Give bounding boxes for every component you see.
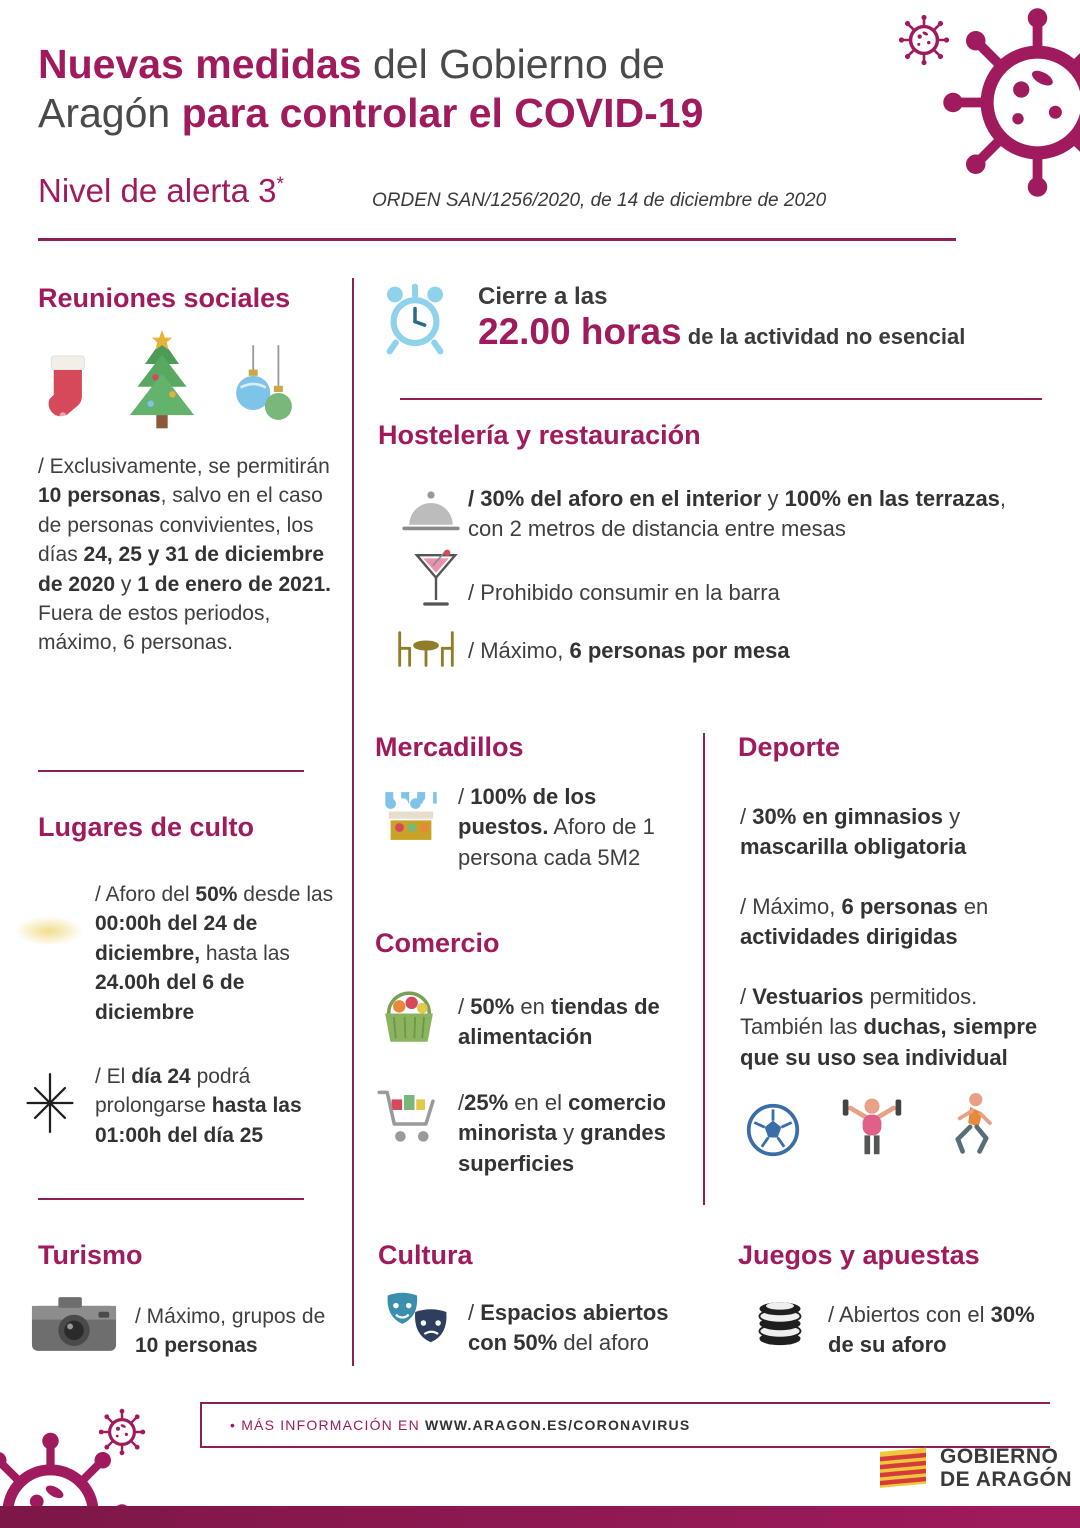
section-title-juegos: Juegos y apuestas [738, 1240, 980, 1270]
virus-small-icon [898, 14, 950, 66]
baubles-icon [228, 342, 300, 434]
gobierno-aragon-logo [878, 1446, 1072, 1492]
hosteleria-barra-text: / Prohibido consumir en la barra [468, 580, 780, 605]
divider [38, 770, 304, 772]
runner-icon [943, 1092, 1001, 1158]
turismo-text: / Máximo, grupos de 10 personas [135, 1305, 326, 1358]
closure-intro: Cierre a las [478, 283, 608, 310]
theater-masks-icon [380, 1290, 454, 1361]
logo-line-2: DE ARAGÓN [940, 1468, 1073, 1491]
cloche-icon [402, 488, 460, 539]
cultura-text: / Espacios abiertos con 50% del aforo [468, 1300, 669, 1356]
christmas-stocking-icon [38, 350, 96, 434]
camera-icon [30, 1292, 118, 1361]
virus-icon [940, 5, 1080, 200]
header-divider [38, 238, 956, 241]
hosteleria-mesa-text: / Máximo, 6 personas por mesa [468, 638, 790, 663]
shopping-cart-icon [374, 1084, 440, 1155]
title-line-2: Aragón para controlar el COVID-19 [38, 90, 704, 137]
page-title [38, 40, 898, 138]
christmas-tree-icon [118, 330, 206, 434]
section-title-turismo: Turismo [38, 1240, 143, 1270]
reuniones-text: / Exclusivamente, se permitirán 10 personas, salvo en el caso de personas convivientes, los días 24, 25 y 31 de diciembre de 2020 y 1 de enero de 2021. Fuera de estos periodos, máximo, 6 personas. [38, 455, 332, 655]
column-divider [703, 733, 705, 1205]
sport-icons-row [745, 1092, 1045, 1158]
christmas-icons-row [38, 330, 338, 434]
deporte-actividades-text: / Máximo, 6 personas en actividades dirigidas [740, 894, 989, 950]
closure-rest: de la actividad no esencial [681, 324, 966, 349]
order-reference: ORDEN SAN/1256/2020, de 14 de diciembre de 2020 [372, 190, 827, 211]
poker-chips-icon [752, 1290, 808, 1353]
column-divider [352, 278, 354, 1366]
closure-line [478, 311, 1048, 353]
title-line-1: Nuevas medidas del Gobierno de [38, 41, 665, 87]
section-title-deporte: Deporte [738, 732, 841, 762]
soccer-ball-icon [745, 1102, 801, 1158]
logo-text [940, 1446, 1072, 1491]
comercio-minorista-text: /25% en el comercio minorista y grandes superficies [458, 1090, 666, 1176]
comercio-alimentacion-text: / 50% en tiendas de alimentación [458, 994, 660, 1050]
culto-aforo-text: / Aforo del 50% desde las 00:00h del 24 de diciembre, hasta las 24.00h del 6 de diciembre [95, 883, 334, 1024]
hosteleria-aforo-text: / 30% del aforo en el interior y 100% en las terrazas, con 2 metros de distancia entre mesas [468, 486, 1007, 542]
section-title-cultura: Cultura [378, 1240, 473, 1270]
section-title-reuniones: Reuniones sociales [38, 283, 291, 313]
deporte-vestuarios-text: / Vestuarios permitidos. También las duchas, siempre que su uso sea individual [740, 984, 1038, 1070]
weights-person-icon [839, 1092, 905, 1158]
star-icon [22, 1072, 78, 1139]
table-chairs-icon [394, 626, 458, 677]
food-basket-icon [378, 985, 440, 1054]
mercadillos-text: / 100% de los puestos. Aforo de 1 persona cada 5M2 [458, 784, 655, 870]
cocktail-icon [412, 548, 460, 617]
closure-notice [478, 283, 1048, 353]
divider [38, 1198, 304, 1200]
closure-time: 22.00 horas [478, 311, 682, 352]
more-info-text: • MÁS INFORMACIÓN EN WWW.ARAGON.ES/CORONAVIRUS [230, 1417, 691, 1433]
footer-info-box [200, 1402, 1050, 1448]
divider [400, 398, 1042, 400]
section-title-hosteleria: Hostelería y restauración [378, 420, 701, 450]
section-title-mercadillos: Mercadillos [375, 732, 524, 762]
culto-dia24-text: / El día 24 podrá prolongarse hasta las 01:00h del día 25 [95, 1065, 302, 1147]
section-title-culto: Lugares de culto [38, 812, 255, 842]
market-stall-icon [380, 785, 442, 852]
alarm-clock-icon [380, 280, 450, 363]
bottom-bar [0, 1506, 1080, 1528]
aragon-flag-icon [878, 1446, 930, 1492]
juegos-text: / Abiertos con el 30% de su aforo [828, 1302, 1035, 1358]
alert-level: Nivel de alerta 3* [38, 172, 284, 209]
candle-glow-icon [14, 916, 84, 946]
logo-line-1: GOBIERNO [940, 1445, 1059, 1469]
deporte-gimnasios-text: / 30% en gimnasios y mascarilla obligatoria [740, 804, 967, 860]
section-title-comercio: Comercio [375, 928, 500, 958]
